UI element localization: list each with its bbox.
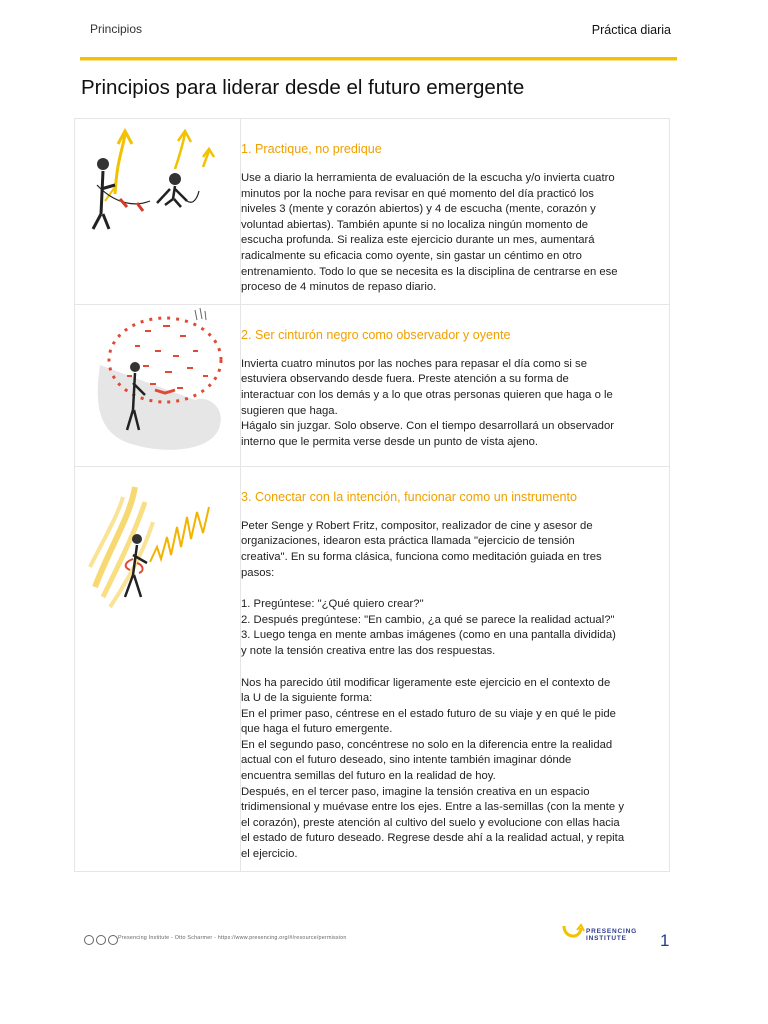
nc-icon [108, 935, 118, 945]
illustration-cell [75, 304, 241, 466]
logo-line-2: INSTITUTE [586, 935, 627, 942]
illustration-cell [75, 119, 241, 305]
principle-2-title: 2. Ser cinturón negro como observador y oyente [241, 327, 511, 342]
header-section-label: Principios [90, 22, 143, 36]
illustration-cell [75, 466, 241, 871]
page-number: 1 [660, 931, 670, 950]
table-row [75, 119, 670, 305]
principle-3-cell [241, 466, 670, 871]
principle-3-title: 3. Conectar con la intención, funcionar como un instrumento [241, 489, 578, 504]
principle-2-body: Invierta cuatro minutos por las noches para repasar el día como si se estuviera observando desde fuera. Preste atención a su forma de interactuar con los demás y a lo que otras personas quieren que haga o le sugieren que haga. Hágalo sin juzgar. Solo observe. Con el tiempo desarrollará un observador interno que le permita verse desde un punto de vista ajeno. [241, 357, 615, 448]
principles-table [74, 118, 670, 872]
table-row [75, 304, 670, 466]
creative-commons-icons [84, 935, 118, 945]
principle-2-cell [241, 304, 670, 466]
logo-line-1: PRESENCING [586, 928, 637, 935]
figures-with-arrows-illustration [75, 119, 240, 300]
principle-3-steps: 1. Pregúntese: "¿Qué quiero crear?" 2. Después pregúntese: "En cambio, ¿a qué se parece la realidad actual?" 3. Luego tenga en mente ambas imágenes (como en una pantalla dividida) y note la tensión creativa entre las dos respuestas. [241, 598, 616, 657]
presencing-logo-text [586, 928, 637, 942]
principle-1-body: Use a diario la herramienta de evaluación de la escucha y/o invierta cuatro minutos por la noche para revisar en qué momento del día practicó los niveles 3 (mente y corazón abiertos) y 4 de escucha (mente, corazón y voluntad abiertas). También apunte si no localiza ningún momento de escucha profunda. Si realiza este ejercicio durante un mes, aumentará radicalmente su eficacia como oyente, sin gastar un céntimo en otro entrenamiento. Todo lo que se necesita es la disciplina de centrarse en ese proceso de 4 minutos de repaso diario. [241, 172, 618, 294]
header-practice-label: Práctica diaria [591, 23, 671, 37]
table-row [75, 466, 670, 871]
principle-1-title: 1. Practique, no predique [241, 142, 382, 156]
cc-icon [84, 935, 94, 945]
principle-3-intro: Peter Senge y Robert Fritz, compositor, realizador de cine y asesor de organizaciones, idearon esta práctica llamada "ejercicio de tensión creativa". En su forma clásica, funciona como meditación guiada en tres pasos: [241, 519, 602, 579]
by-icon [96, 935, 106, 945]
principle-1-cell [241, 119, 670, 305]
footer-credit: Presencing Institute - Otto Scharmer - https://www.presencing.org/#/resource/permission [118, 935, 347, 941]
principle-3-adaptation: Nos ha parecido útil modificar ligeramente este ejercicio en el contexto de la U de la siguiente forma: En el primer paso, céntrese en el estado futuro de su viaje y en qué le pide que haga el futuro emergente. En el segundo paso, concéntrese no solo en la diferencia entre la realidad actual con el futuro deseado, sino intente también imaginar dónde encuentra semillas del futuro en la realidad de hoy. Después, en el tercer paso, imagine la tensión creativa en un espacio tridimensional y muévase entre los ejes. Entre a las-semillas (con la mente y el corazón), preste atención al cultivo del suelo y evolucione con ellas hacia el estado de futuro deseado. Regrese desde ahí a la realidad actual, y repita el ejercicio. [241, 676, 625, 861]
presencing-logo-icon [560, 922, 586, 944]
page-title: Principios para liderar desde el futuro emergente [81, 76, 525, 99]
instrument-figure-illustration [75, 467, 240, 637]
observer-circle-illustration [75, 305, 240, 466]
header-divider-shadow [80, 60, 677, 61]
